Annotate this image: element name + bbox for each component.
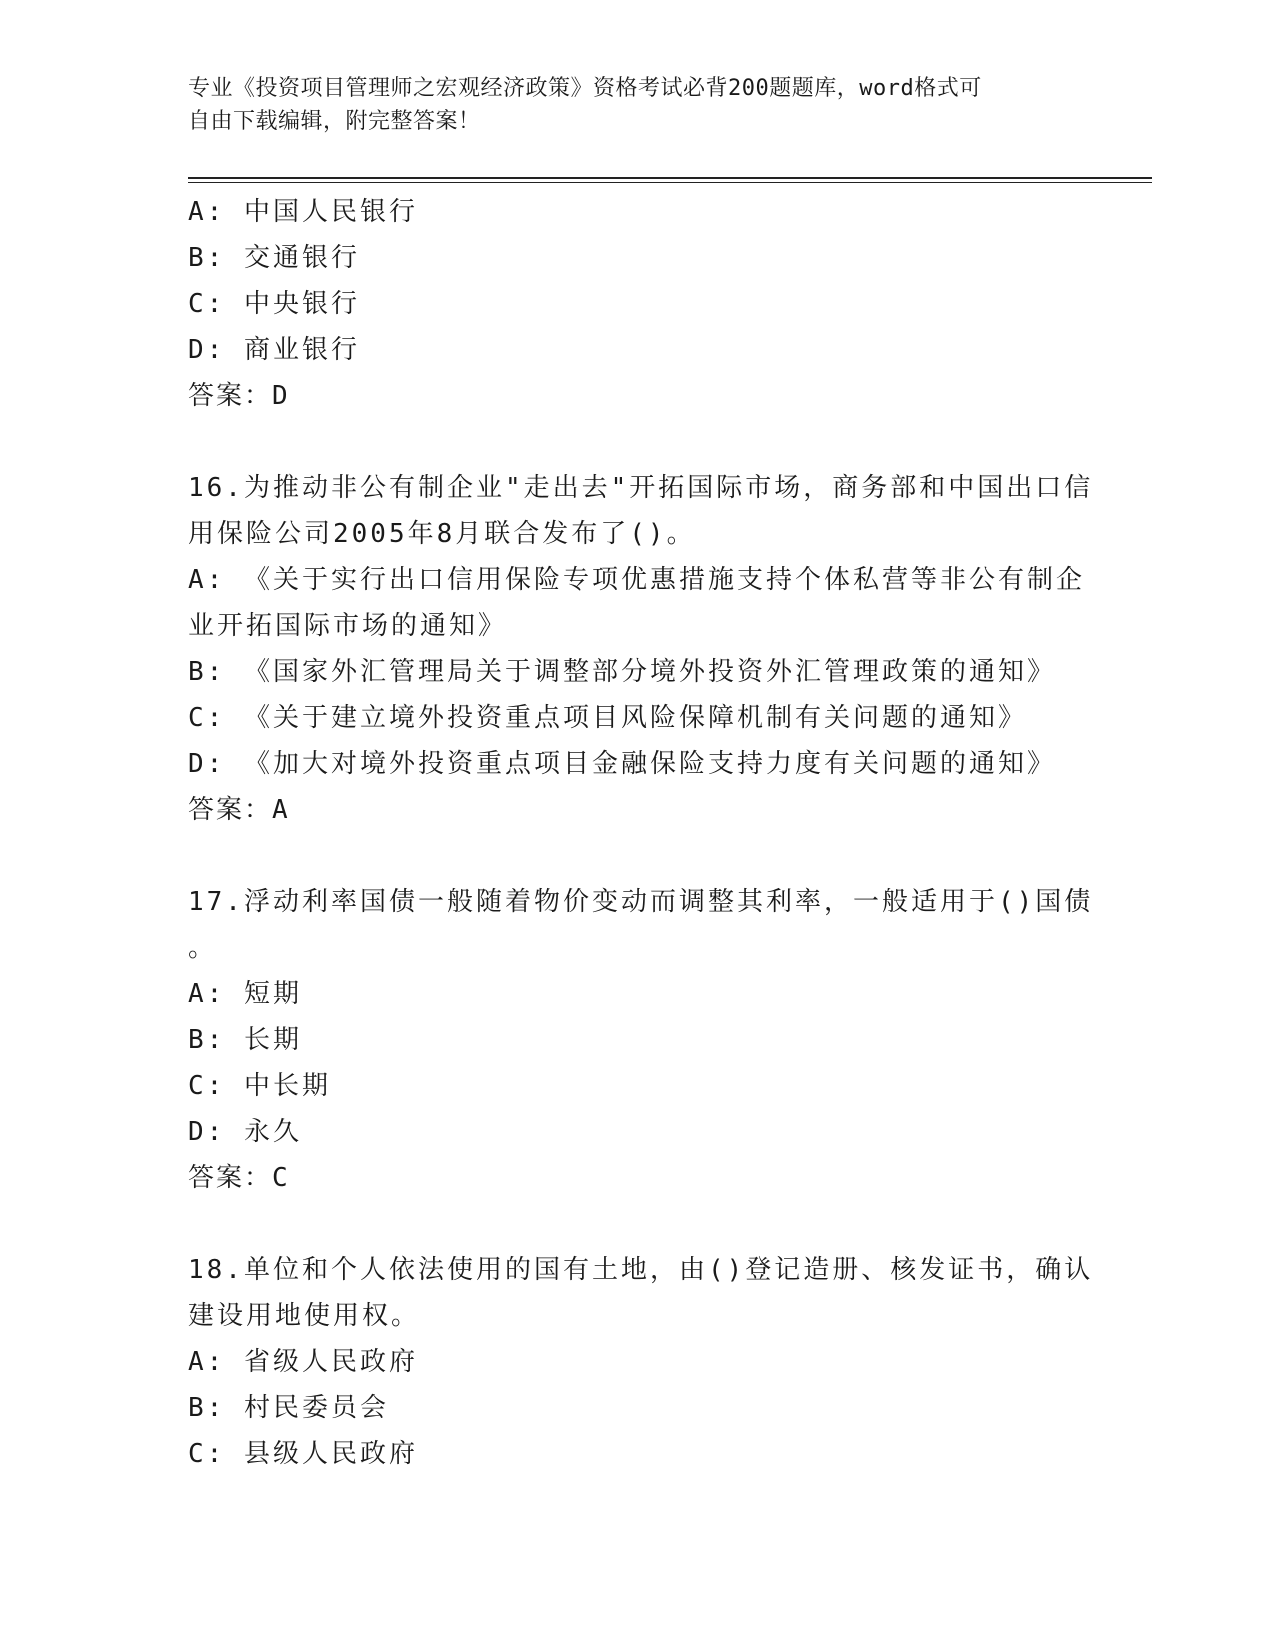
question-text: 用保险公司2005年8月联合发布了()。 [188, 519, 696, 549]
answer: 答案：D [188, 381, 290, 411]
option-d: D: 商业银行 [188, 335, 360, 365]
header-line: 专业《投资项目管理师之宏观经济政策》资格考试必背200题题库，word格式可 [188, 76, 982, 101]
option-c: C: 中央银行 [188, 289, 360, 319]
answer: 答案：A [188, 795, 290, 825]
question-text: 17.浮动利率国债一般随着物价变动而调整其利率，一般适用于()国债 [188, 887, 1094, 917]
option-d: D: 永久 [188, 1117, 302, 1147]
option-b: B: 《国家外汇管理局关于调整部分境外投资外汇管理政策的通知》 [188, 657, 1056, 687]
option-c: C: 中长期 [188, 1071, 331, 1101]
header-line: 自由下载编辑，附完整答案！ [188, 109, 481, 134]
question-text: 建设用地使用权。 [188, 1301, 421, 1331]
question-15 [188, 189, 1088, 419]
document-header [188, 72, 1088, 138]
option-c: C: 县级人民政府 [188, 1439, 418, 1469]
question-text: 。 [188, 933, 218, 963]
option-c: C: 《关于建立境外投资重点项目风险保障机制有关问题的通知》 [188, 703, 1027, 733]
option-a: A: 《关于实行出口信用保险专项优惠措施支持个体私营等非公有制企 [188, 565, 1085, 595]
header-divider-thin [188, 182, 1152, 183]
question-16 [188, 465, 1094, 833]
answer: 答案：C [188, 1163, 290, 1193]
option-a: A: 短期 [188, 979, 302, 1009]
question-18 [188, 1247, 1094, 1477]
option-a: A: 省级人民政府 [188, 1347, 418, 1377]
question-17 [188, 879, 1094, 1201]
option-b: B: 长期 [188, 1025, 302, 1055]
question-text: 16.为推动非公有制企业"走出去"开拓国际市场，商务部和中国出口信 [188, 473, 1094, 503]
option-a-continued: 业开拓国际市场的通知》 [188, 611, 508, 641]
header-divider [188, 177, 1152, 179]
option-b: B: 交通银行 [188, 243, 360, 273]
option-d: D: 《加大对境外投资重点项目金融保险支持力度有关问题的通知》 [188, 749, 1056, 779]
option-a: A: 中国人民银行 [188, 197, 418, 227]
question-list [188, 189, 1094, 1477]
option-b: B: 村民委员会 [188, 1393, 389, 1423]
question-text: 18.单位和个人依法使用的国有土地，由()登记造册、核发证书，确认 [188, 1255, 1094, 1285]
